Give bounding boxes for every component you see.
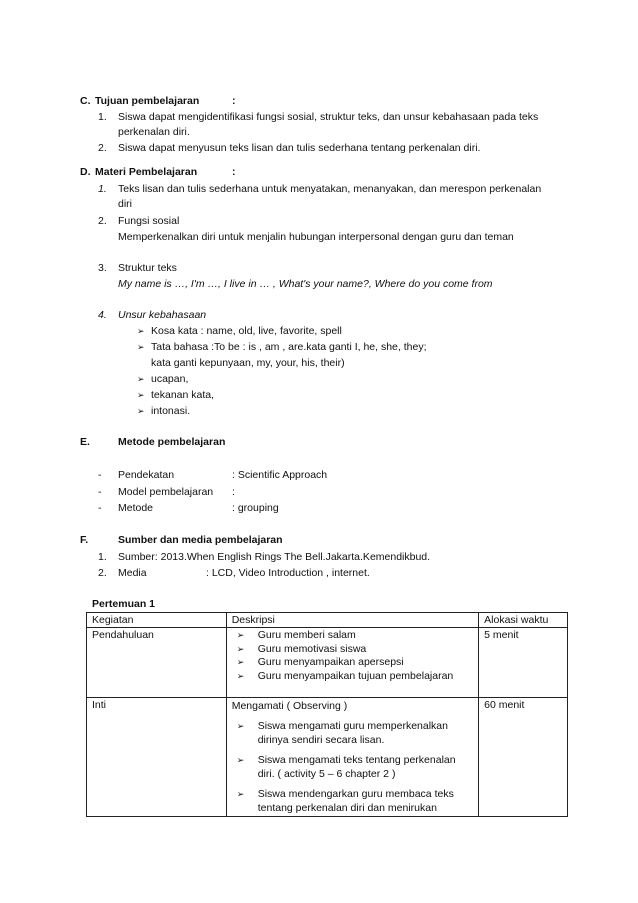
list-item-text: Siswa mengamati teks tentang perkenalan diri. ( activity 5 – 6 chapter 2 ) (257, 754, 456, 780)
cell-deskripsi (226, 628, 478, 698)
arrow-bullet-icon: ➢ (236, 721, 245, 731)
cell-deskripsi (226, 698, 478, 817)
bullet-text: tekanan kata, (151, 389, 215, 401)
lesson-plan-table (86, 612, 568, 817)
list-item-text: Guru menyampaikan tujuan pembelajaran (257, 669, 454, 682)
bullet-text: Kosa kata : name, old, live, favorite, spell (151, 325, 342, 337)
e-row-3-label: Metode (118, 502, 154, 514)
arrow-bullet-icon: ➢ (236, 670, 245, 681)
list-item-text: Guru memotivasi siswa (257, 642, 367, 655)
d-bullet-tekanan (137, 389, 214, 401)
cell-kegiatan: Inti (87, 698, 227, 817)
e-row-3-dash: - (98, 502, 102, 514)
c-item-1-line2: perkenalan diri. (118, 126, 190, 138)
list-item-text: Siswa mengamati guru memperkenalkan dirinya sendiri secara lisan. (257, 720, 448, 746)
arrow-bullet-icon: ➢ (236, 643, 245, 654)
arrow-bullet-icon: ➢ (137, 326, 145, 336)
e-row-2-label: Model pembelajaran (118, 486, 214, 498)
d-item-1-line1: Teks lisan dan tulis sederhana untuk menyatakan, menanyakan, dan merespon perkenalan (118, 183, 542, 195)
d-bullet-intonasi (137, 405, 190, 417)
d-item-2-text: Memperkenalkan diri untuk menjalin hubungan interpersonal dengan guru dan teman (118, 231, 514, 243)
arrow-bullet-icon: ➢ (137, 390, 145, 400)
d-item-3-num: 3. (98, 262, 107, 274)
c-item-2-num: 2. (98, 142, 107, 154)
d-item-4-title: Unsur kebahasaan (118, 309, 207, 321)
d-item-2-title: Fungsi sosial (118, 215, 180, 227)
cell-kegiatan: Pendahuluan (87, 628, 227, 698)
f-item-1-num: 1. (98, 551, 107, 563)
table-row (87, 698, 568, 817)
e-row-2-value: : (232, 486, 235, 498)
list-item (232, 670, 473, 684)
c-item-1-num: 1. (98, 111, 107, 123)
section-f-letter: F. (80, 534, 89, 546)
e-row-2-dash: - (98, 486, 102, 498)
section-d-letter: D. (80, 166, 91, 178)
d-item-1-line2: diri (118, 198, 133, 210)
arrow-bullet-icon: ➢ (137, 374, 145, 384)
f-item-2-label: Media (118, 567, 147, 579)
list-item (232, 788, 473, 815)
f-item-1-text: Sumber: 2013.When English Rings The Bell.Jakarta.Kemendikbud. (118, 551, 431, 563)
list-item-text: Guru menyampaikan apersepsi (257, 656, 404, 668)
arrow-bullet-icon: ➢ (137, 406, 145, 416)
d-item-1-num: 1. (98, 183, 107, 195)
table-header-row (87, 613, 568, 628)
section-c-colon: : (232, 95, 236, 107)
section-e-title: Metode pembelajaran (118, 436, 226, 448)
d-item-2-num: 2. (98, 215, 107, 227)
list-item (232, 720, 473, 747)
list-item (232, 629, 473, 643)
header-deskripsi: Deskripsi (226, 613, 478, 628)
d-item-3-text: My name is …, I'm …, I live in … , What's your name?, Where do you come from (118, 278, 493, 290)
d-bullet-continuation: kata ganti kepunyaan, my, your, his, their) (151, 357, 345, 369)
list-item (232, 656, 473, 670)
c-item-1-line1: Siswa dapat mengidentifikasi fungsi sosial, struktur teks, dan unsur kebahasaan pada teks (118, 111, 539, 123)
f-item-2-value: : LCD, Video Introduction , internet. (206, 567, 370, 579)
c-item-2-line1: Siswa dapat menyusun teks lisan dan tulis sederhana tentang perkenalan diri. (118, 142, 481, 154)
section-e-letter: E. (80, 436, 90, 448)
list-item (232, 754, 473, 781)
arrow-bullet-icon: ➢ (236, 755, 245, 765)
e-row-3-value: : grouping (232, 502, 279, 514)
activity-heading: Mengamati ( Observing ) (231, 700, 348, 712)
table-row (87, 628, 568, 698)
meeting-title: Pertemuan 1 (92, 598, 156, 610)
section-c-letter: C. (80, 95, 91, 107)
list-item-text: Guru memberi salam (257, 629, 356, 641)
list-item-text: Siswa mendengarkan guru membaca teks tentang perkenalan diri dan menirukan (257, 788, 454, 814)
section-d-colon: : (232, 166, 236, 178)
header-kegiatan: Kegiatan (87, 613, 227, 628)
d-bullet-ucapan (137, 373, 188, 385)
section-c-title: Tujuan pembelajaran (95, 95, 200, 107)
e-row-1-dash: - (98, 469, 102, 481)
d-item-3-title: Struktur teks (118, 262, 177, 274)
bullet-text: intonasi. (151, 405, 191, 417)
section-d-title: Materi Pembelajaran (95, 166, 198, 178)
e-row-1-value: : Scientific Approach (232, 469, 328, 481)
list-item (232, 643, 473, 657)
arrow-bullet-icon: ➢ (236, 789, 245, 799)
d-bullet-kosakata (137, 325, 342, 337)
bullet-text: Tata bahasa :To be : is , am , are.kata ganti I, he, she, they; (151, 341, 427, 353)
arrow-bullet-icon: ➢ (236, 657, 245, 667)
section-f-title: Sumber dan media pembelajaran (118, 534, 283, 546)
bullet-text: ucapan, (151, 373, 189, 385)
arrow-bullet-icon: ➢ (137, 342, 145, 352)
arrow-bullet-icon: ➢ (236, 630, 245, 640)
d-bullet-tatabahasa (137, 341, 427, 353)
header-alokasi-waktu: Alokasi waktu (479, 613, 568, 628)
e-row-1-label: Pendekatan (118, 469, 175, 481)
cell-alokasi-waktu: 5 menit (479, 628, 568, 698)
cell-alokasi-waktu: 60 menit (479, 698, 568, 817)
d-item-4-num: 4. (98, 309, 107, 321)
f-item-2-num: 2. (98, 567, 107, 579)
